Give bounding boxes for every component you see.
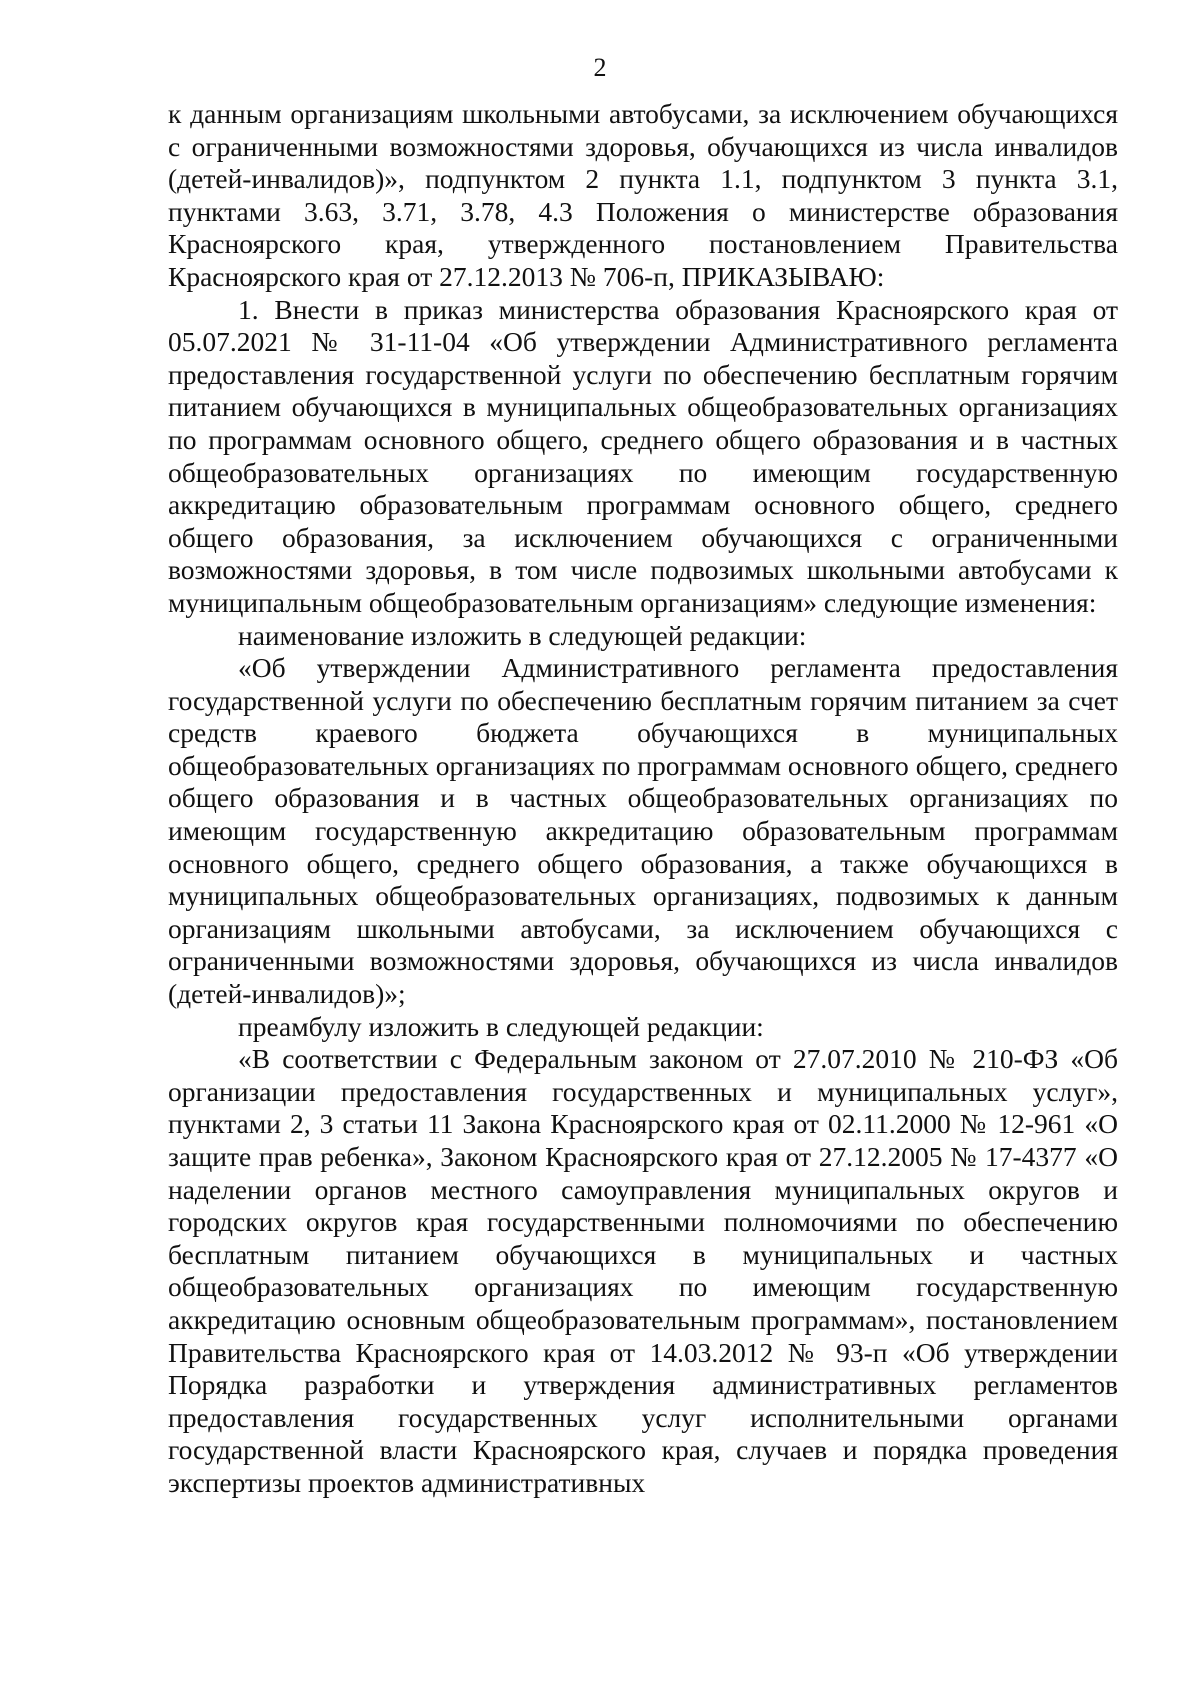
paragraph-title-change: наименование изложить в следующей редакции: [238, 619, 807, 651]
document-body [168, 98, 1118, 1500]
paragraph-item-1: 1. Внести в приказ министерства образования Красноярского края от 05.07.2021 № 31-11-04 «Об утверждении Административного регламента предоставления государственной услуги по обеспечению бесплатным горячим питанием обучающихся в муниципальных общеобразовательных организациях по программам основного общего, среднего общего образования и в частных общеобразовательных организациях по имеющим государственную аккредитацию образовательным программам основного общего, среднего общего образования, за исключением обучающихся с ограниченными возможностями здоровья, в том числе подвозимых школьными автобусами к муниципальным общеобразовательным организациям» следующие изменения: [168, 293, 1118, 618]
paragraph-preamble-change: преамбулу изложить в следующей редакции: [238, 1010, 764, 1042]
paragraph-new-preamble: «В соответствии с Федеральным законом от 27.07.2010 № 210-ФЗ «Об организации предоставления государственных и муниципальных услуг», пунктами 2, 3 статьи 11 Закона Красноярского края от 02.11.2000 № 12-961 «О защите прав ребенка», Законом Красноярского края от 27.12.2005 № 17-4377 «О наделении органов местного самоуправления муниципальных округов и городских округов края государственными полномочиями по обеспечению бесплатным питанием обучающихся в муниципальных и частных общеобразовательных организациях по имеющим государственную аккредитацию основным общеобразовательным программам», постановлением Правительства Красноярского края от 14.03.2012 № 93-п «Об утверждении Порядка разработки и утверждения административных регламентов предоставления государственных услуг исполнительными органами государственной власти Красноярского края, случаев и порядка проведения экспертизы проектов административных [168, 1043, 1118, 1498]
paragraph-new-title: «Об утверждении Административного регламента предоставления государственной услуги по обеспечению бесплатным горячим питанием за счет средств краевого бюджета обучающихся в муниципальных общеобразовательных организациях по программам основного общего, среднего общего образования и в частных общеобразовательных организациях по имеющим государственную аккредитацию образовательным программам основного общего, среднего общего образования, а также обучающихся в муниципальных общеобразовательных организациях, подвозимых к данным организациям школьными автобусами, за исключением обучающихся с ограниченными возможностями здоровья, обучающихся из числа инвалидов (детей-инвалидов)»; [168, 652, 1118, 1010]
page-number: 2 [593, 53, 607, 82]
paragraph-preamble-continuation: к данным организациям школьными автобусами, за исключением обучающихся с ограниченными возможностями здоровья, обучающихся из числа инвалидов (детей-инвалидов)», подпунктом 2 пункта 1.1, подпунктом 3 пункта 3.1, пунктами 3.63, 3.71, 3.78, 4.3 Положения о министерстве образования Красноярского края, утвержденного постановлением Правительства Красноярского края от 27.12.2013 № 706-п, ПРИКАЗЫВАЮ: [168, 98, 1118, 292]
